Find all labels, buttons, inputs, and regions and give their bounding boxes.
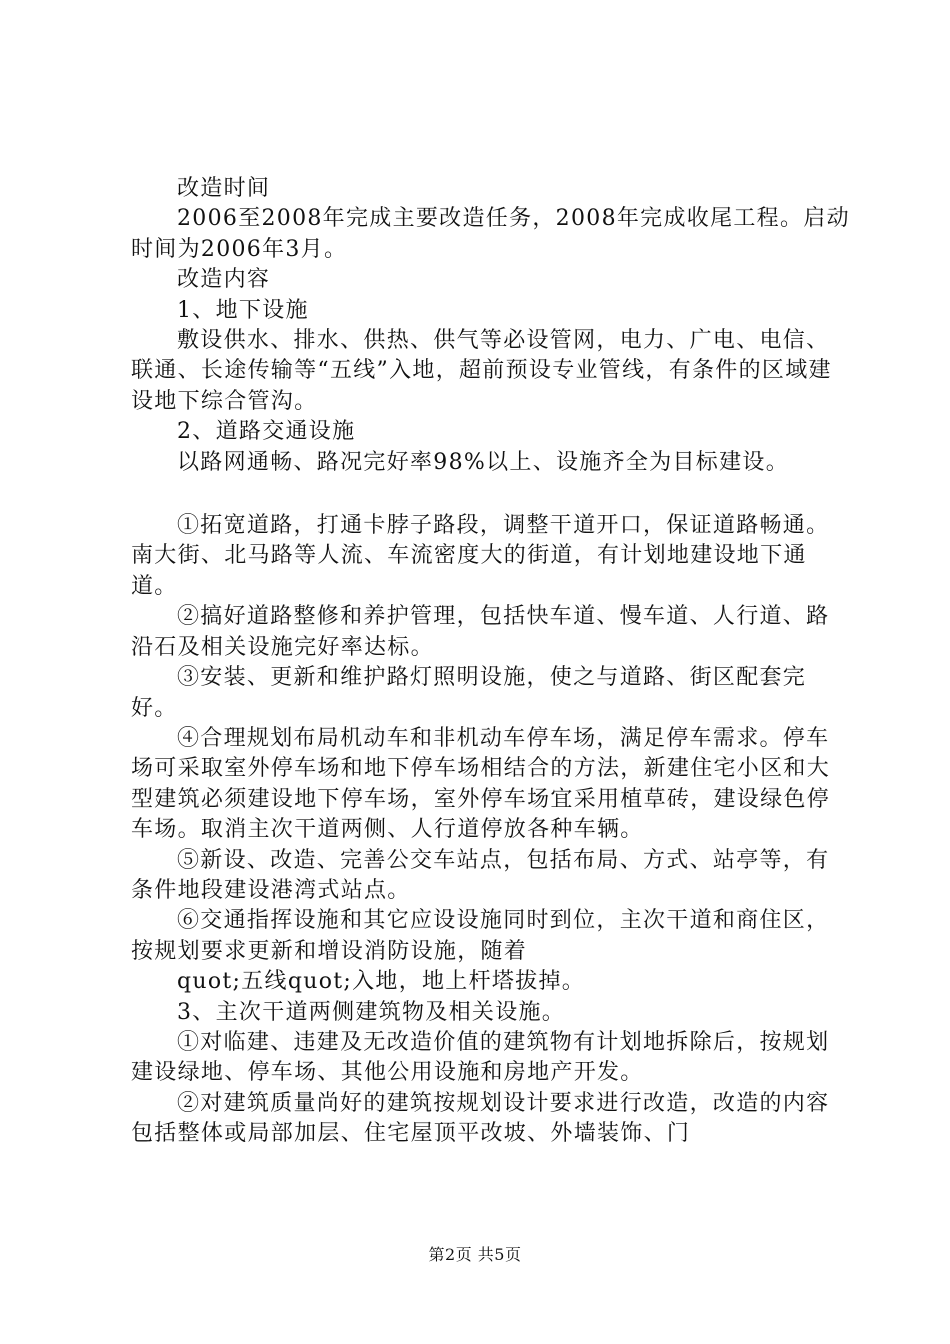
list-item-road-maintenance: ②搞好道路整修和养护管理，包括快车道、慢车道、人行道、路沿石及相关设施完好率达标。	[131, 604, 830, 660]
list-item-widen-roads: ①拓宽道路，打通卡脖子路段，调整干道开口，保证道路畅通。南大街、北马路等人流、车流密度大的街道，有计划地建设地下通道。	[131, 513, 830, 599]
page-number-footer: 第2页 共5页	[428, 1245, 522, 1264]
list-item-street-lighting: ③安装、更新和维护路灯照明设施，使之与道路、街区配套完好。	[131, 665, 807, 721]
list-item-traffic-control: ⑥交通指挥设施和其它应设设施同时到位，主次干道和商住区，按规划要求更新和增设消防设施，随着	[131, 908, 830, 964]
paragraph-road-target: 以路网通畅、路况完好率98%以上、设施齐全为目标建设。	[177, 449, 789, 475]
list-item-building-renovation: ②对建筑质量尚好的建筑按规划设计要求进行改造，改造的内容包括整体或局部加层、住宅屋顶平改坡、外墙装饰、门	[131, 1090, 830, 1147]
heading-renovation-time: 改造时间	[177, 176, 271, 201]
list-item-parking: ④合理规划布局机动车和非机动车停车场，满足停车需求。停车场可采取室外停车场和地下停车场相结合的方法，新建住宅小区和大型建筑必须建设地下停车场，室外停车场宜采用植草砖，建设绿色停车场。取消主次干道两侧、人行道停放各种车辆。	[131, 725, 831, 843]
heading-buildings: 3、主次干道两侧建筑物及相关设施。	[177, 999, 566, 1025]
list-item-bus-stops: ⑤新设、改造、完善公交车站点，包括布局、方式、站亭等，有条件地段建设港湾式站点。	[131, 847, 830, 903]
paragraph-five-lines: quot;五线quot;入地，地上杆塔拔掉。	[177, 969, 586, 995]
paragraph-schedule: 2006至2008年完成主要改造任务，2008年完成收尾工程。启动时间为2006年3月。	[131, 206, 850, 262]
list-item-demolition: ①对临建、违建及无改造价值的建筑物有计划地拆除后，按规划建设绿地、停车场、其他公用设施和房地产开发。	[131, 1029, 830, 1086]
heading-road-traffic: 2、道路交通设施	[177, 419, 356, 445]
heading-underground-facilities: 1、地下设施	[177, 297, 309, 323]
document-body	[131, 174, 851, 1150]
heading-renovation-content: 改造内容	[177, 267, 271, 293]
paragraph-underground-pipelines: 敷设供水、排水、供热、供气等必设管网，电力、广电、电信、联通、长途传输等“五线”入地，超前预设专业管线，有条件的区域建设地下综合管沟。	[131, 328, 832, 414]
